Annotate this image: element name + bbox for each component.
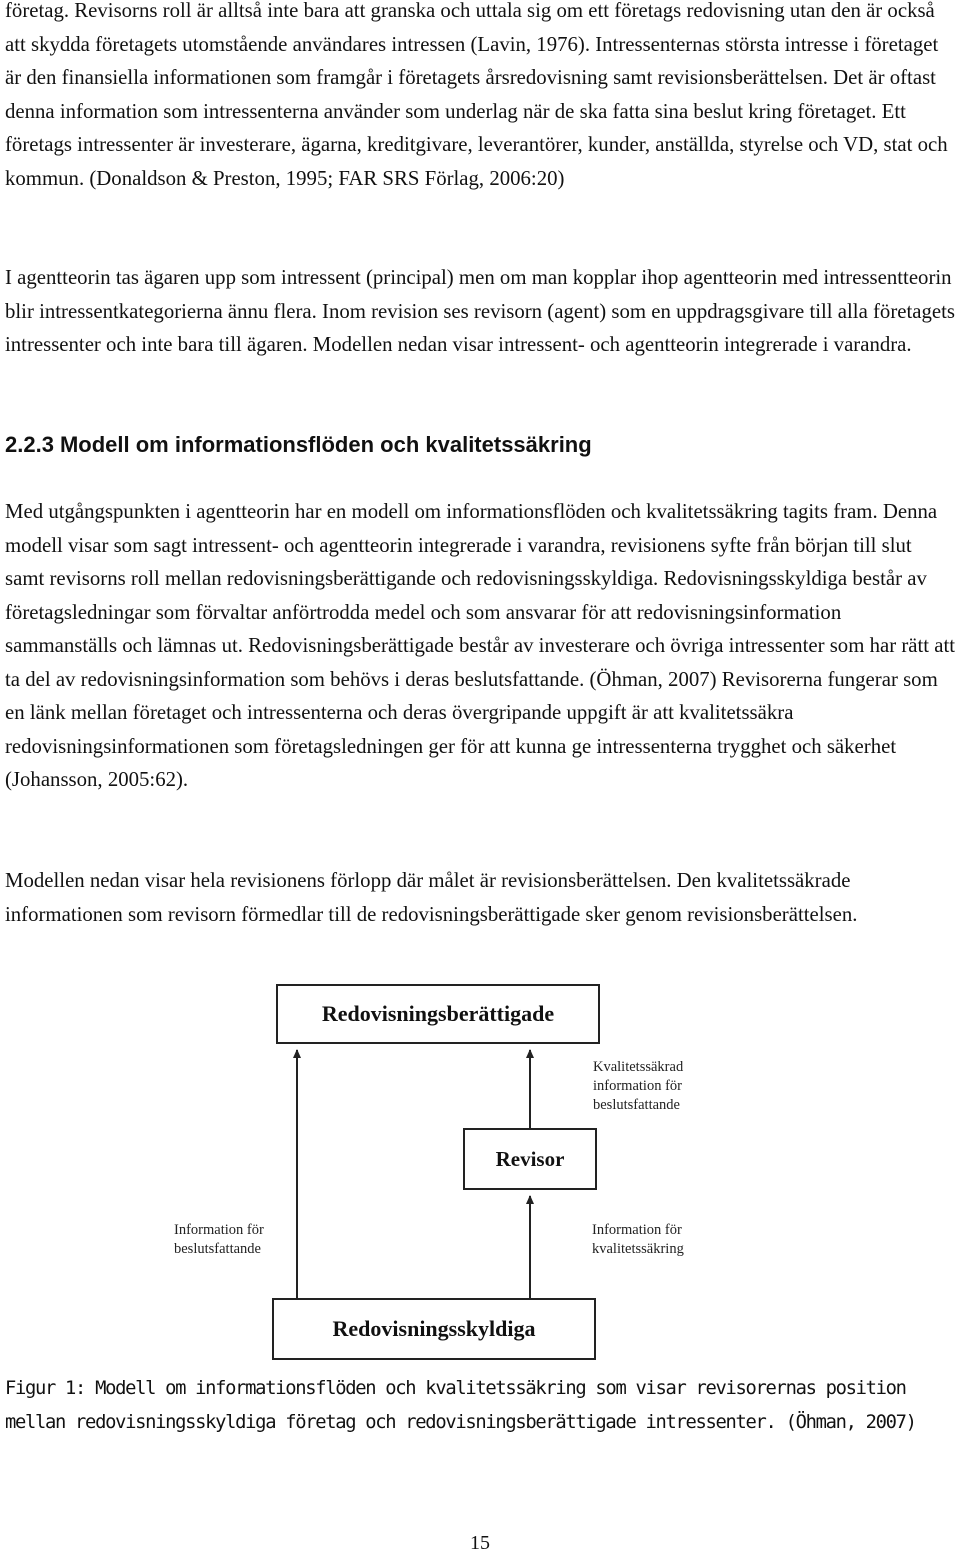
page-number: 15 — [470, 1532, 490, 1554]
revisor-box: Revisor — [463, 1128, 597, 1190]
paragraph-model-intro: Modellen nedan visar hela revisionens förlopp där målet är revisionsberättelsen. Den kvalitetssäkrade informationen som revisorn förmedlar till de redovisningsberättigade sker genom revisionsberättelsen. — [5, 869, 858, 926]
paragraph-model-description: Med utgångspunkten i agentteorin har en modell om informationsflöden och kvalitetssäkring tagits fram. Denna modell visar som sagt intressent- och agentteorin integrerade i varandra, revisionens syfte från början till slut samt revisorns roll mellan redovisningsberättigande och redovisningsskyldiga. Redovisningsskyldiga består av företagsledningar som förvaltar anförtrodda medel och som ansvarar för att redovisningsinformation sammanställs och lämnas ut. Redovisningsberättigade består av investerare och övriga intressenter som har rätt att ta del av redovisningsinformation som behövs i deras beslutsfattande. (Öhman, 2007) Revisorerna fungerar som en länk mellan företaget och intressenterna och deras övergripande uppgift är att kvalitetssäkra redovisningsinformationen som företagsledningen ger för att kunna ge intressenterna trygghet och säkerhet (Johansson, 2005:62). — [5, 500, 956, 791]
figure-caption: Figur 1: Modell om informationsflöden och kvalitetssäkring som visar revisorernas position mellan redovisningsskyldiga företag och redovisningsberättigade intressenter. (Öhman, 2007) — [5, 1378, 916, 1433]
label-quality-assured-info: Kvalitetssäkrad information för beslutsfattande — [593, 1059, 684, 1113]
information-flow-diagram — [150, 980, 740, 1360]
paragraph-intro: företag. Revisorns roll är alltså inte bara att granska och uttala sig om ett företags redovisning utan den är också att skydda företagets utomstående användares intressen (Lavin, 1976). Intressenternas största intresse i företaget är den finansiella informationen som framgår i företagets årsredovisning samt revisionsberättelsen. Det är oftast denna information som intressenterna använder som underlag när de ska fatta sina beslut kring företaget. Ett företags intressenter är investerare, ägarna, kreditgivare, leverantörer, kunder, anställda, styrelse och VD, stat och kommun. (Donaldson & Preston, 1995; FAR SRS Förlag, 2006:20) — [5, 0, 948, 190]
label-decision-info: Information för beslutsfattande — [174, 1222, 264, 1257]
redovisningsskyldiga-box: Redovisningsskyldiga — [272, 1298, 596, 1360]
label-quality-assurance-info: Information för kvalitetssäkring — [592, 1222, 684, 1257]
section-number: 2.2.3 — [5, 432, 54, 457]
paragraph-agent-theory: I agentteorin tas ägaren upp som intressent (principal) men om man kopplar ihop agentteorin med intressentteorin blir intressentkategorierna ännu flera. Inom revision ses revisorn (agent) som en uppdragsgivare till alla företagets intressenter och inte bara till ägaren. Modellen nedan visar intressent- och agentteorin integrerade i varandra. — [5, 266, 955, 356]
section-title: Modell om informationsflöden och kvalitetssäkring — [59, 432, 592, 457]
section-heading — [5, 428, 955, 462]
redovisningsberattigade-box: Redovisningsberättigade — [276, 984, 600, 1044]
